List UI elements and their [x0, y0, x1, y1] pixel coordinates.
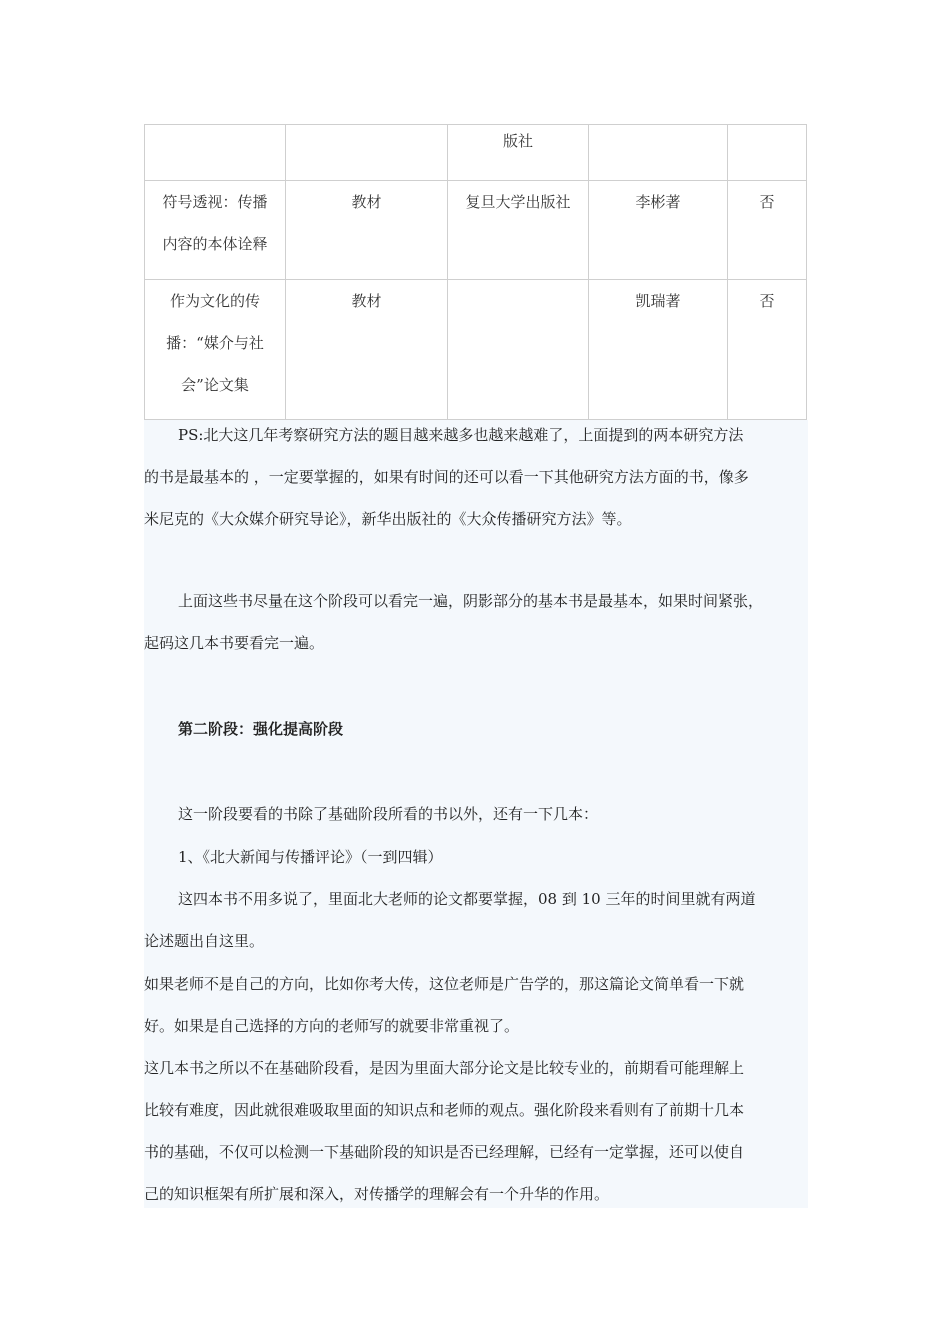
- item-description: [144, 878, 808, 962]
- book-title-cell: [145, 181, 286, 280]
- publisher-cell: [448, 280, 589, 420]
- text-line: 上面这些书尽量在这个阶段可以看完一遍，阴影部分的基本书是最基本，如果时间紧张，: [178, 592, 764, 610]
- stage-intro: 这一阶段要看的书除了基础阶段所看的书以外，还有一下几本：: [178, 805, 599, 823]
- text-line: 米尼克的《大众媒介研究导论》，新华出版社的《大众传播研究方法》等。: [144, 510, 632, 528]
- publisher-line: 版社: [502, 132, 533, 150]
- required-cell: [728, 125, 807, 181]
- book-table: [144, 124, 807, 420]
- text-line: 如果老师不是自己的方向，比如你考大传，这位老师是广告学的，那这篇论文简单看一下就: [144, 975, 745, 993]
- book-title-line: 符号透视：传播: [162, 193, 268, 211]
- text-line: 己的知识框架有所扩展和深入，对传播学的理解会有一个升华的作用。: [144, 1185, 610, 1203]
- text-line: 比较有难度，因此就很难吸取里面的知识点和老师的观点。强化阶段来看则有了前期十几本: [144, 1101, 745, 1119]
- book-table-container: [144, 124, 806, 420]
- text-line: 的书是最基本的 ，一定要掌握的，如果有时间的还可以看一下其他研究方法方面的书，像多: [144, 468, 749, 486]
- publisher-line: 复旦大学出版社: [465, 193, 571, 211]
- book-title-line: 播：“媒介与社: [166, 334, 264, 352]
- required-cell: 否: [728, 280, 807, 420]
- book-title-cell: [145, 280, 286, 420]
- advice-paragraph: [144, 963, 808, 1047]
- required-cell: 否: [728, 181, 807, 280]
- book-type-cell: [286, 125, 448, 181]
- author-cell: 李彬著: [589, 181, 728, 280]
- book-type-cell: 教材: [286, 181, 448, 280]
- book-title-line: 会”论文集: [181, 376, 249, 394]
- summary-paragraph: [144, 580, 808, 664]
- text-line: 起码这几本书要看完一遍。: [144, 634, 325, 652]
- table-row: [145, 280, 807, 420]
- stage-heading: 第二阶段：强化提高阶段: [178, 720, 344, 738]
- text-line: 这四本书不用多说了，里面北大老师的论文都要掌握，08 到 10 三年的时间里就有两道: [178, 890, 756, 908]
- reason-paragraph: [144, 1047, 808, 1215]
- text-line: PS:北大这几年考察研究方法的题目越来越多也越来越难了，上面提到的两本研究方法: [178, 426, 744, 444]
- table-row: [145, 181, 807, 280]
- publisher-cell: [448, 181, 589, 280]
- text-line: 这几本书之所以不在基础阶段看，是因为里面大部分论文是比较专业的，前期看可能理解上: [144, 1059, 745, 1077]
- author-cell: 凯瑞著: [589, 280, 728, 420]
- text-line: 书的基础，不仅可以检测一下基础阶段的知识是否已经理解，已经有一定掌握，还可以使自: [144, 1143, 745, 1161]
- book-title-cell: [145, 125, 286, 181]
- publisher-cell: [448, 125, 589, 181]
- list-item: 1、《北大新闻与传播评论》（一到四辑）: [178, 848, 443, 866]
- text-line: 论述题出自这里。: [144, 932, 265, 950]
- ps-paragraph: [144, 414, 808, 540]
- text-content-area: [144, 420, 808, 1208]
- table-row: [145, 125, 807, 181]
- book-type-cell: 教材: [286, 280, 448, 420]
- author-cell: [589, 125, 728, 181]
- text-line: 好。如果是自己选择的方向的老师写的就要非常重视了。: [144, 1017, 520, 1035]
- book-title-line: 作为文化的传: [169, 292, 260, 310]
- book-title-line: 内容的本体诠释: [162, 235, 268, 253]
